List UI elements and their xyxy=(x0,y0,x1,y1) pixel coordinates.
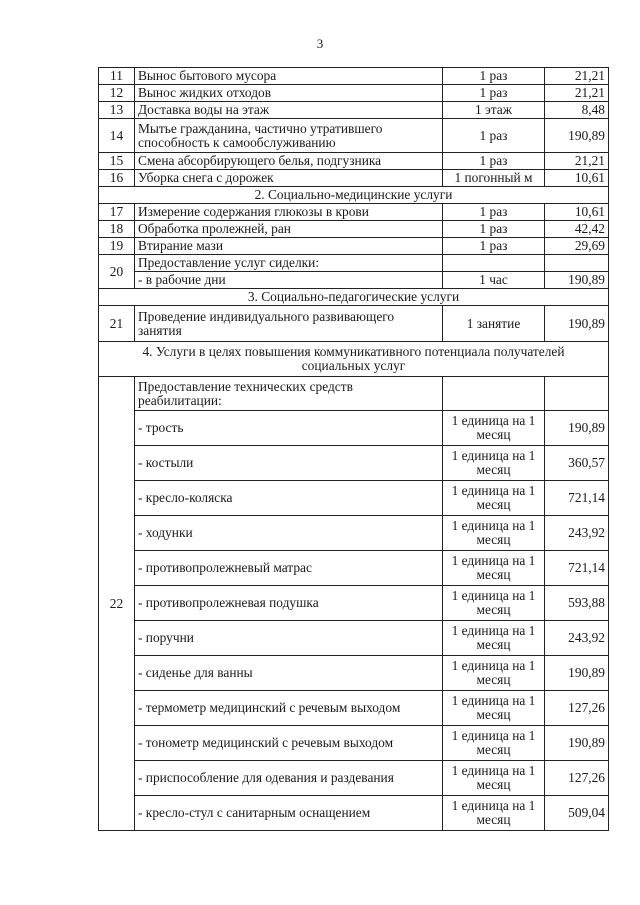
service-name: Мытье гражданина, частично утратившего способность к самообслуживанию xyxy=(135,119,443,153)
service-unit: 1 погонный м xyxy=(443,170,545,187)
service-unit: 1 занятие xyxy=(443,306,545,342)
service-unit: 1 единица на 1 месяц xyxy=(443,726,545,761)
table-row xyxy=(99,446,609,481)
table-row xyxy=(99,306,609,342)
service-unit: 1 раз xyxy=(443,221,545,238)
service-price: 509,04 xyxy=(545,796,609,831)
service-unit: 1 час xyxy=(443,272,545,289)
table-row xyxy=(99,691,609,726)
service-subitem: - сиденье для ванны xyxy=(135,656,443,691)
service-price: 42,42 xyxy=(545,221,609,238)
table-row xyxy=(99,551,609,586)
service-unit: 1 единица на 1 месяц xyxy=(443,446,545,481)
table-row xyxy=(99,272,609,289)
service-unit: 1 этаж xyxy=(443,102,545,119)
service-name: Доставка воды на этаж xyxy=(135,102,443,119)
service-unit: 1 раз xyxy=(443,119,545,153)
service-subitem: - противопролежневая подушка xyxy=(135,586,443,621)
table-row xyxy=(99,238,609,255)
service-name: Уборка снега с дорожек xyxy=(135,170,443,187)
service-unit: 1 единица на 1 месяц xyxy=(443,411,545,446)
row-number: 11 xyxy=(99,68,135,85)
service-unit: 1 единица на 1 месяц xyxy=(443,586,545,621)
table-row xyxy=(99,119,609,153)
service-name: Измерение содержания глюкозы в крови xyxy=(135,204,443,221)
table-row xyxy=(99,204,609,221)
section-row xyxy=(99,187,609,204)
service-unit: 1 раз xyxy=(443,204,545,221)
service-price: 21,21 xyxy=(545,85,609,102)
row-number: 20 xyxy=(99,255,135,289)
service-name: Предоставление услуг сиделки: xyxy=(135,255,443,272)
service-subitem: - тонометр медицинский с речевым выходом xyxy=(135,726,443,761)
table-row xyxy=(99,221,609,238)
section-heading: 4. Услуги в целях повышения коммуникативного потенциала получателей социальных услуг xyxy=(99,342,609,377)
service-price: 190,89 xyxy=(545,656,609,691)
service-unit: 1 единица на 1 месяц xyxy=(443,656,545,691)
empty-cell xyxy=(545,377,609,411)
service-unit: 1 раз xyxy=(443,153,545,170)
service-price: 21,21 xyxy=(545,68,609,85)
row-number: 13 xyxy=(99,102,135,119)
row-number: 19 xyxy=(99,238,135,255)
service-price: 243,92 xyxy=(545,621,609,656)
service-price: 593,88 xyxy=(545,586,609,621)
table-row xyxy=(99,516,609,551)
section-heading: 2. Социально-медицинские услуги xyxy=(99,187,609,204)
service-name: Проведение индивидуального развивающего занятия xyxy=(135,306,443,342)
service-price: 10,61 xyxy=(545,204,609,221)
service-price: 360,57 xyxy=(545,446,609,481)
table-row xyxy=(99,153,609,170)
table-row xyxy=(99,761,609,796)
service-unit: 1 раз xyxy=(443,85,545,102)
table-row xyxy=(99,656,609,691)
service-subitem: - приспособление для одевания и раздевания xyxy=(135,761,443,796)
service-unit: 1 единица на 1 месяц xyxy=(443,551,545,586)
service-price: 190,89 xyxy=(545,306,609,342)
table-row xyxy=(99,68,609,85)
service-price: 21,21 xyxy=(545,153,609,170)
service-subitem: - противопролежневый матрас xyxy=(135,551,443,586)
service-subitem: - ходунки xyxy=(135,516,443,551)
section-row xyxy=(99,342,609,377)
table-row xyxy=(99,170,609,187)
service-name: Вынос жидких отходов xyxy=(135,85,443,102)
table-row xyxy=(99,586,609,621)
service-name: Обработка пролежней, ран xyxy=(135,221,443,238)
service-subitem: - в рабочие дни xyxy=(135,272,443,289)
table-row xyxy=(99,102,609,119)
service-subitem: - кресло-стул с санитарным оснащением xyxy=(135,796,443,831)
service-price: 10,61 xyxy=(545,170,609,187)
service-unit: 1 единица на 1 месяц xyxy=(443,796,545,831)
service-name: Втирание мази xyxy=(135,238,443,255)
section-heading: 3. Социально-педагогические услуги xyxy=(99,289,609,306)
table-row xyxy=(99,726,609,761)
table-row xyxy=(99,481,609,516)
service-unit: 1 раз xyxy=(443,68,545,85)
row-number: 14 xyxy=(99,119,135,153)
service-price: 127,26 xyxy=(545,691,609,726)
table-row xyxy=(99,255,609,272)
service-subitem: - поручни xyxy=(135,621,443,656)
empty-cell xyxy=(545,255,609,272)
service-price: 243,92 xyxy=(545,516,609,551)
service-unit: 1 единица на 1 месяц xyxy=(443,621,545,656)
service-subitem: - костыли xyxy=(135,446,443,481)
service-subitem: - трость xyxy=(135,411,443,446)
service-name: Смена абсорбирующего белья, подгузника xyxy=(135,153,443,170)
section-row xyxy=(99,289,609,306)
row-number: 17 xyxy=(99,204,135,221)
service-name: Вынос бытового мусора xyxy=(135,68,443,85)
service-price: 190,89 xyxy=(545,411,609,446)
service-unit: 1 единица на 1 месяц xyxy=(443,761,545,796)
service-price: 721,14 xyxy=(545,551,609,586)
table-row xyxy=(99,621,609,656)
page-number: 3 xyxy=(316,36,324,51)
row-number: 21 xyxy=(99,306,135,342)
service-price: 190,89 xyxy=(545,272,609,289)
row-number: 22 xyxy=(99,377,135,831)
table-row xyxy=(99,85,609,102)
service-unit: 1 единица на 1 месяц xyxy=(443,691,545,726)
services-table xyxy=(98,67,609,831)
table-row xyxy=(99,411,609,446)
row-number: 12 xyxy=(99,85,135,102)
service-subitem: - термометр медицинский с речевым выходом xyxy=(135,691,443,726)
service-price: 127,26 xyxy=(545,761,609,796)
service-subitem: - кресло-коляска xyxy=(135,481,443,516)
service-price: 190,89 xyxy=(545,726,609,761)
service-unit: 1 единица на 1 месяц xyxy=(443,481,545,516)
row-number: 18 xyxy=(99,221,135,238)
service-name: Предоставление технических средств реабилитации: xyxy=(135,377,443,411)
empty-cell xyxy=(443,255,545,272)
service-price: 721,14 xyxy=(545,481,609,516)
service-price: 8,48 xyxy=(545,102,609,119)
empty-cell xyxy=(443,377,545,411)
service-unit: 1 единица на 1 месяц xyxy=(443,516,545,551)
table-row xyxy=(99,796,609,831)
service-price: 29,69 xyxy=(545,238,609,255)
table-row xyxy=(99,377,609,411)
row-number: 15 xyxy=(99,153,135,170)
service-price: 190,89 xyxy=(545,119,609,153)
row-number: 16 xyxy=(99,170,135,187)
service-unit: 1 раз xyxy=(443,238,545,255)
